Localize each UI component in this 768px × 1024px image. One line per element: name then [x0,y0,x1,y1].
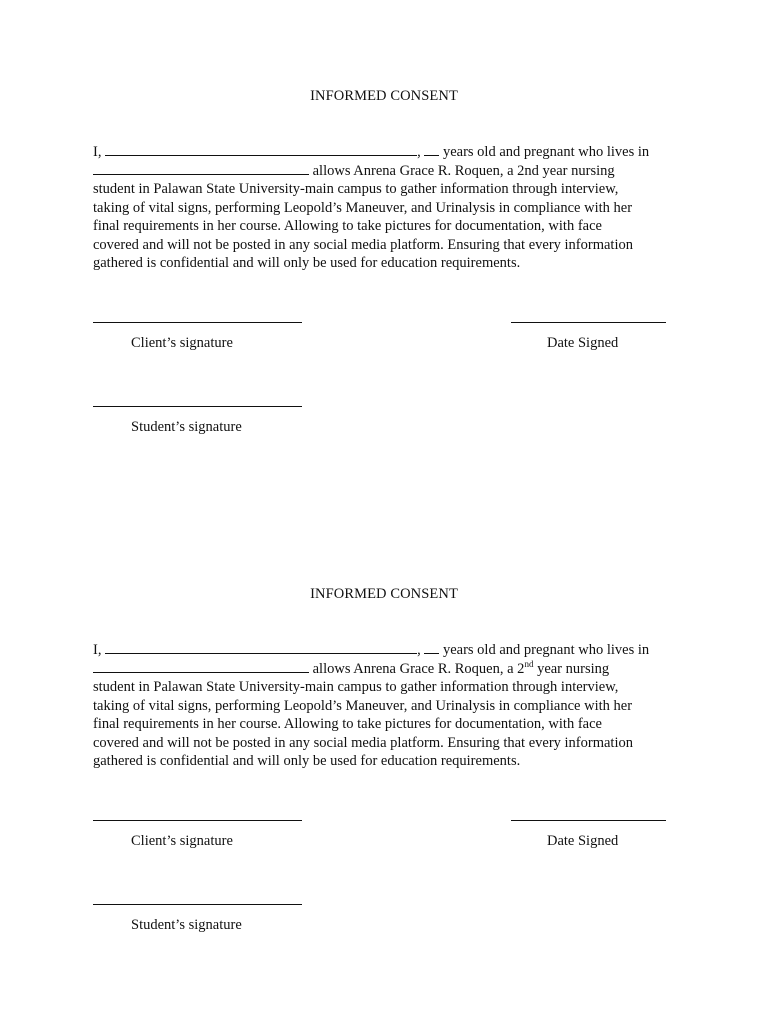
consent-paragraph [93,678,675,771]
allows-text-after: year nursing [533,660,610,677]
after-name-text: , [417,642,421,658]
client-signature-label: Client’s signature [131,335,233,351]
name-age-line [93,143,675,162]
paragraph-line: student in Palawan State University-main campus to gather information through interview, [93,181,619,197]
address-blank[interactable] [93,660,309,673]
form-title: INFORMED CONSENT [310,88,458,104]
consent-paragraph [93,180,675,273]
address-line [93,660,675,679]
consent-form-2 [0,498,768,938]
client-name-blank[interactable] [105,143,417,156]
client-signature-label: Client’s signature [131,833,233,849]
client-signature-line[interactable] [93,322,302,323]
paragraph-line: taking of vital signs, performing Leopold’s Maneuver, and Urinalysis in compliance with her [93,199,633,216]
prefix-text: I, [93,642,102,658]
client-name-blank[interactable] [105,641,417,654]
prefix-text: I, [93,144,102,160]
student-signature-line[interactable] [93,904,302,905]
date-signed-line[interactable] [511,322,666,323]
allows-text: allows Anrena Grace R. Roquen, a 2nd year nursing [312,162,615,179]
date-signed-line[interactable] [511,820,666,821]
date-signed-label: Date Signed [547,335,619,351]
client-signature-line[interactable] [93,820,302,821]
date-signed-label: Date Signed [547,833,619,849]
name-age-line [93,641,675,660]
age-text: years old and pregnant who lives in [442,642,650,658]
age-blank[interactable] [424,143,439,156]
age-text: years old and pregnant who lives in [442,144,650,160]
student-signature-label: Student’s signature [131,419,242,435]
address-blank[interactable] [93,162,309,175]
paragraph-line: final requirements in her course. Allowing to take pictures for documentation, with face [93,218,602,234]
student-signature-line[interactable] [93,406,302,407]
paragraph-line: gathered is confidential and will only be used for education requirements. [93,753,521,769]
paragraph-line: covered and will not be posted in any social media platform. Ensuring that every information [93,236,633,253]
allows-text-before: allows Anrena Grace R. Roquen, a 2 [312,660,525,677]
student-signature-label: Student’s signature [131,917,242,933]
address-line [93,162,675,181]
paragraph-line: taking of vital signs, performing Leopold’s Maneuver, and Urinalysis in compliance with her [93,697,633,714]
paragraph-line: final requirements in her course. Allowing to take pictures for documentation, with face [93,716,602,732]
age-blank[interactable] [424,641,439,654]
paragraph-line: covered and will not be posted in any social media platform. Ensuring that every information [93,734,633,751]
form-title: INFORMED CONSENT [310,586,458,602]
paragraph-line: gathered is confidential and will only be used for education requirements. [93,255,521,271]
after-name-text: , [417,144,421,160]
paragraph-line: student in Palawan State University-main campus to gather information through interview, [93,679,619,695]
consent-form-1 [0,0,768,440]
ordinal-suffix: nd [524,658,534,669]
